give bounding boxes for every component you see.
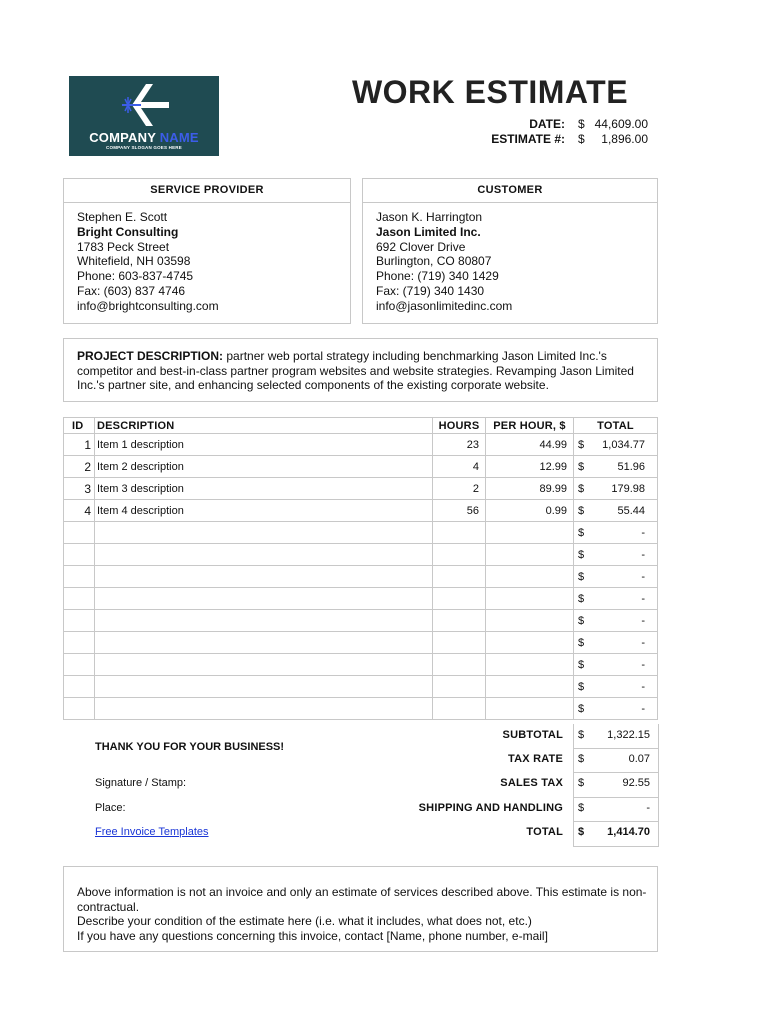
row-rate: [486, 676, 574, 698]
row-rate: 12.99: [486, 456, 574, 478]
row-currency: $: [574, 610, 592, 632]
row-total: 1,034.77: [592, 434, 658, 456]
total-value: 1,414.70: [607, 826, 650, 838]
row-hours: [433, 632, 486, 654]
customer-email: info@jasonlimitedinc.com: [376, 298, 513, 313]
shipping-label: SHIPPING AND HANDLING: [418, 802, 563, 814]
row-currency: $: [574, 500, 592, 522]
row-currency: $: [574, 434, 592, 456]
service-provider-box: [63, 178, 351, 324]
col-header-per-hour: PER HOUR, $: [486, 418, 574, 434]
sales-tax-currency: $: [578, 777, 585, 789]
row-total: 51.96: [592, 456, 658, 478]
row-description: Item 3 description: [95, 478, 433, 500]
row-id: 3: [64, 478, 95, 500]
customer-address2: Burlington, CO 80807: [376, 254, 492, 269]
row-description: [95, 632, 433, 654]
logo-brand: COMPANY NAME: [89, 130, 199, 145]
project-description-label: PROJECT DESCRIPTION:: [77, 349, 224, 363]
row-hours: 56: [433, 500, 486, 522]
row-hours: [433, 566, 486, 588]
row-id: [64, 676, 95, 698]
total-currency: $: [578, 826, 585, 838]
row-hours: [433, 522, 486, 544]
table-row: [64, 434, 658, 456]
customer-fax: Fax: (719) 340 1430: [376, 283, 485, 298]
project-description: [77, 349, 642, 393]
row-hours: [433, 588, 486, 610]
table-row: [64, 566, 658, 588]
row-description: [95, 522, 433, 544]
row-currency: $: [574, 632, 592, 654]
row-hours: 2: [433, 478, 486, 500]
table-row: [64, 478, 658, 500]
subtotal-currency: $: [578, 729, 585, 741]
row-hours: 23: [433, 434, 486, 456]
estimate-label: ESTIMATE #:: [491, 132, 565, 146]
row-hours: [433, 654, 486, 676]
project-description-text: partner web portal strategy including benchmarking Jason Limited Inc.'s competitor and best-in-class partner program websites and website strategies. Revamping Jason Limited Inc.'s partner site, and enhancing selected components of the existing corporate website.: [77, 349, 634, 392]
table-row: [64, 522, 658, 544]
col-header-id: ID: [64, 418, 95, 434]
provider-email: info@brightconsulting.com: [77, 298, 219, 313]
row-id: [64, 654, 95, 676]
document-title: WORK ESTIMATE: [351, 74, 629, 110]
service-provider-heading: SERVICE PROVIDER: [64, 179, 350, 203]
row-total: -: [592, 698, 658, 720]
date-currency: $: [578, 117, 585, 131]
customer-address1: 692 Clover Drive: [376, 239, 466, 254]
row-hours: [433, 698, 486, 720]
table-row: [64, 698, 658, 720]
customer-name: Jason K. Harrington: [376, 210, 483, 224]
table-row: [64, 632, 658, 654]
table-row: [64, 676, 658, 698]
table-row: [64, 544, 658, 566]
row-description: [95, 698, 433, 720]
row-currency: $: [574, 522, 592, 544]
disclaimer-line1: Above information is not an invoice and only an estimate of services described above. This estimate is non-contractual.: [77, 885, 647, 914]
customer-heading: CUSTOMER: [363, 179, 657, 203]
row-currency: $: [574, 478, 592, 500]
row-total: -: [592, 610, 658, 632]
row-currency: $: [574, 588, 592, 610]
shipping-currency: $: [578, 802, 585, 814]
row-total: -: [592, 632, 658, 654]
row-total: -: [592, 522, 658, 544]
row-total: -: [592, 654, 658, 676]
disclaimer-line3: If you have any questions concerning this invoice, contact [Name, phone number, e-mail]: [77, 928, 548, 943]
customer-box: [362, 178, 658, 324]
row-hours: 4: [433, 456, 486, 478]
date-label: DATE:: [529, 117, 565, 131]
row-hours: [433, 544, 486, 566]
row-currency: $: [574, 544, 592, 566]
provider-address2: Whitefield, NH 03598: [77, 254, 191, 269]
row-rate: 44.99: [486, 434, 574, 456]
customer-company: Jason Limited Inc.: [376, 224, 481, 239]
row-id: 1: [64, 434, 95, 456]
provider-company: Bright Consulting: [77, 224, 179, 239]
estimate-number-row: [0, 132, 768, 147]
row-total: -: [592, 588, 658, 610]
row-id: [64, 544, 95, 566]
estimate-value: 1,896.00: [601, 132, 648, 146]
table-row: [64, 610, 658, 632]
row-rate: [486, 588, 574, 610]
row-currency: $: [574, 698, 592, 720]
row-total: -: [592, 566, 658, 588]
items-table: [63, 417, 658, 720]
thank-you-text: THANK YOU FOR YOUR BUSINESS!: [95, 741, 285, 753]
sales-tax-value: 92.55: [622, 777, 650, 789]
row-total: -: [592, 544, 658, 566]
disclaimer-line2: Describe your condition of the estimate here (i.e. what it includes, what does not, etc.): [77, 914, 532, 928]
row-description: [95, 588, 433, 610]
row-rate: 0.99: [486, 500, 574, 522]
row-rate: 89.99: [486, 478, 574, 500]
row-total: 55.44: [592, 500, 658, 522]
row-id: 2: [64, 456, 95, 478]
disclaimer-box: [63, 866, 658, 952]
tax-rate-currency: $: [578, 753, 585, 765]
row-id: [64, 698, 95, 720]
table-row: [64, 588, 658, 610]
row-id: [64, 610, 95, 632]
row-id: [64, 632, 95, 654]
row-hours: [433, 610, 486, 632]
row-id: [64, 522, 95, 544]
table-row: [64, 654, 658, 676]
estimate-currency: $: [578, 132, 585, 146]
row-id: [64, 566, 95, 588]
provider-fax: Fax: (603) 837 4746: [77, 283, 186, 298]
provider-address1: 1783 Peck Street: [77, 239, 170, 254]
place-label: Place:: [95, 802, 126, 814]
shipping-value: -: [646, 802, 650, 814]
provider-name: Stephen E. Scott: [77, 210, 168, 224]
col-header-total: TOTAL: [574, 418, 658, 434]
subtotal-value: 1,322.15: [607, 729, 650, 741]
row-description: [95, 676, 433, 698]
subtotal-label: SUBTOTAL: [502, 729, 563, 741]
logo-slogan: COMPANY SLOGAN GOES HERE: [106, 145, 182, 150]
tax-rate-label: TAX RATE: [508, 753, 563, 765]
col-header-hours: HOURS: [433, 418, 486, 434]
row-rate: [486, 654, 574, 676]
provider-phone: Phone: 603-837-4745: [77, 269, 194, 284]
col-header-description: DESCRIPTION: [95, 418, 433, 434]
row-currency: $: [574, 456, 592, 478]
row-description: Item 1 description: [95, 434, 433, 456]
table-row: [64, 500, 658, 522]
date-value: 44,609.00: [594, 117, 648, 131]
date-row: [0, 117, 768, 132]
row-id: [64, 588, 95, 610]
total-label: TOTAL: [526, 826, 563, 838]
row-id: 4: [64, 500, 95, 522]
row-rate: [486, 632, 574, 654]
signature-label: Signature / Stamp:: [95, 777, 187, 789]
free-invoice-templates-link[interactable]: Free Invoice Templates: [95, 826, 209, 838]
tax-rate-value: 0.07: [628, 753, 650, 765]
sales-tax-label: SALES TAX: [500, 777, 563, 789]
row-description: [95, 566, 433, 588]
row-description: [95, 544, 433, 566]
tax-rate-row: [0, 753, 768, 767]
row-hours: [433, 676, 486, 698]
row-total: 179.98: [592, 478, 658, 500]
row-currency: $: [574, 566, 592, 588]
row-rate: [486, 610, 574, 632]
row-rate: [486, 522, 574, 544]
table-row: [64, 456, 658, 478]
row-currency: $: [574, 654, 592, 676]
customer-phone: Phone: (719) 340 1429: [376, 269, 499, 284]
row-rate: [486, 698, 574, 720]
row-currency: $: [574, 676, 592, 698]
row-description: Item 2 description: [95, 456, 433, 478]
row-description: [95, 610, 433, 632]
table-header-row: [64, 418, 658, 434]
row-rate: [486, 566, 574, 588]
row-total: -: [592, 676, 658, 698]
project-description-box: [63, 338, 658, 402]
row-rate: [486, 544, 574, 566]
row-description: [95, 654, 433, 676]
row-description: Item 4 description: [95, 500, 433, 522]
